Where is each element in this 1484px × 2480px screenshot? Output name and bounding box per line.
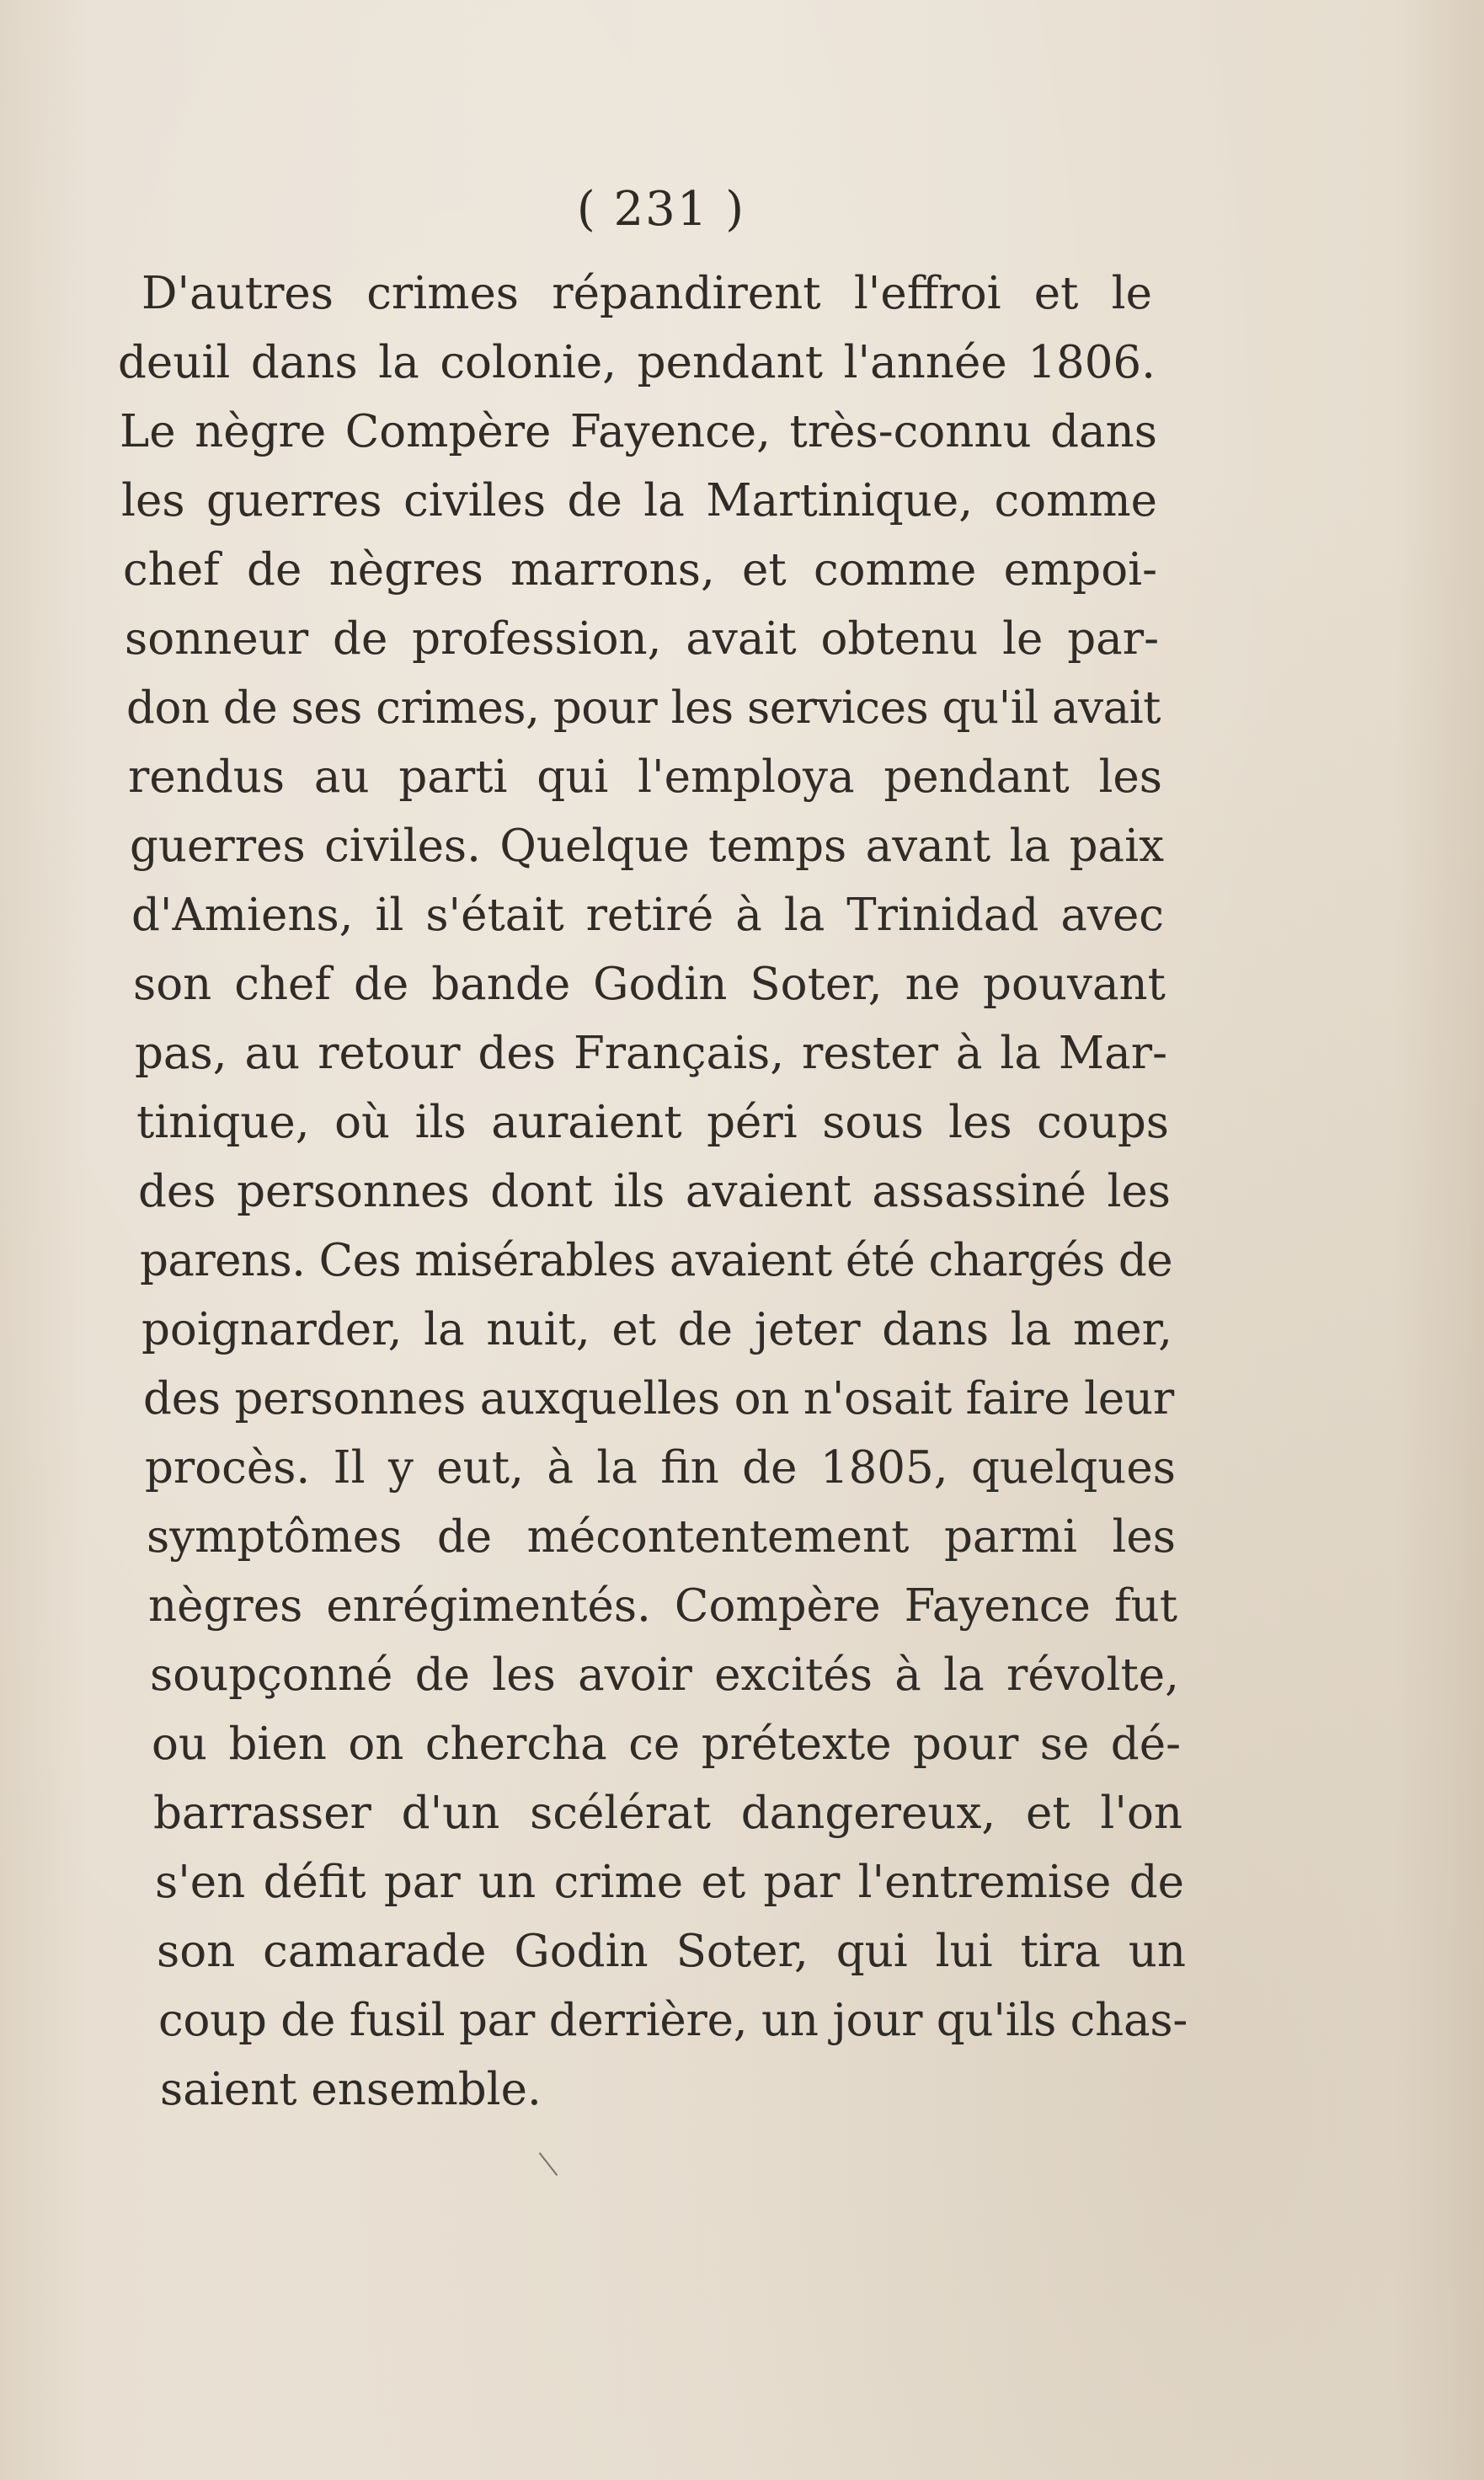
text-line: Le nègre Compère Fayence, très-connu dans: [120, 406, 1157, 457]
text-line: des personnes auxquelles on n'osait faire leur: [143, 1373, 1174, 1424]
text-line: guerres civiles. Quelque temps avant la paix: [130, 820, 1164, 872]
text-line: saient ensemble.: [160, 2064, 542, 2115]
text-line: deuil dans la colonie, pendant l'année 1806.: [118, 337, 1156, 388]
text-line: les guerres civiles de la Martinique, comme: [121, 475, 1157, 526]
text-line: ou bien on chercha ce prétexte pour se dé-: [152, 1718, 1181, 1770]
text-line: symptômes de mécontentement parmi les: [147, 1511, 1176, 1563]
text-line: barrasser d'un scélérat dangereux, et l'on: [153, 1788, 1182, 1839]
text-line: pas, au retour des Français, rester à la Mar-: [135, 1028, 1167, 1079]
text-line: d'Amiens, il s'était retiré à la Trinidad avec: [131, 890, 1164, 941]
text-line: parens. Ces misérables avaient été chargés de: [140, 1235, 1172, 1286]
text-line: son camarade Godin Soter, qui lui tira un: [157, 1926, 1186, 1977]
text-line: son chef de bande Godin Soter, ne pouvant: [133, 959, 1166, 1010]
text-line: procès. Il y eut, à la fin de 1805, quelques: [145, 1442, 1176, 1494]
text-line: coup de fusil par derrière, un jour qu'ils chas-: [158, 1995, 1188, 2046]
text-line: poignarder, la nuit, et de jeter dans la mer,: [141, 1304, 1172, 1355]
text-line: chef de nègres marrons, et comme empoi-: [123, 544, 1157, 596]
text-line: nègres enrégimentés. Compère Fayence fut: [148, 1580, 1177, 1632]
text-line: s'en défit par un crime et par l'entremise de: [155, 1857, 1184, 1908]
page-number: ( 231 ): [576, 182, 746, 237]
text-line: soupçonné de les avoir excités à la révolte,: [150, 1649, 1179, 1701]
text-line: tinique, où ils auraient péri sous les coups: [136, 1097, 1169, 1148]
text-line: des personnes dont ils avaient assassiné les: [138, 1166, 1171, 1217]
text-line: D'autres crimes répandirent l'effroi et le: [141, 268, 1152, 319]
text-line: don de ses crimes, pour les services qu'il avait: [126, 682, 1161, 734]
text-line: sonneur de profession, avait obtenu le par-: [125, 613, 1159, 665]
text-line: rendus au parti qui l'employa pendant les: [128, 751, 1162, 803]
